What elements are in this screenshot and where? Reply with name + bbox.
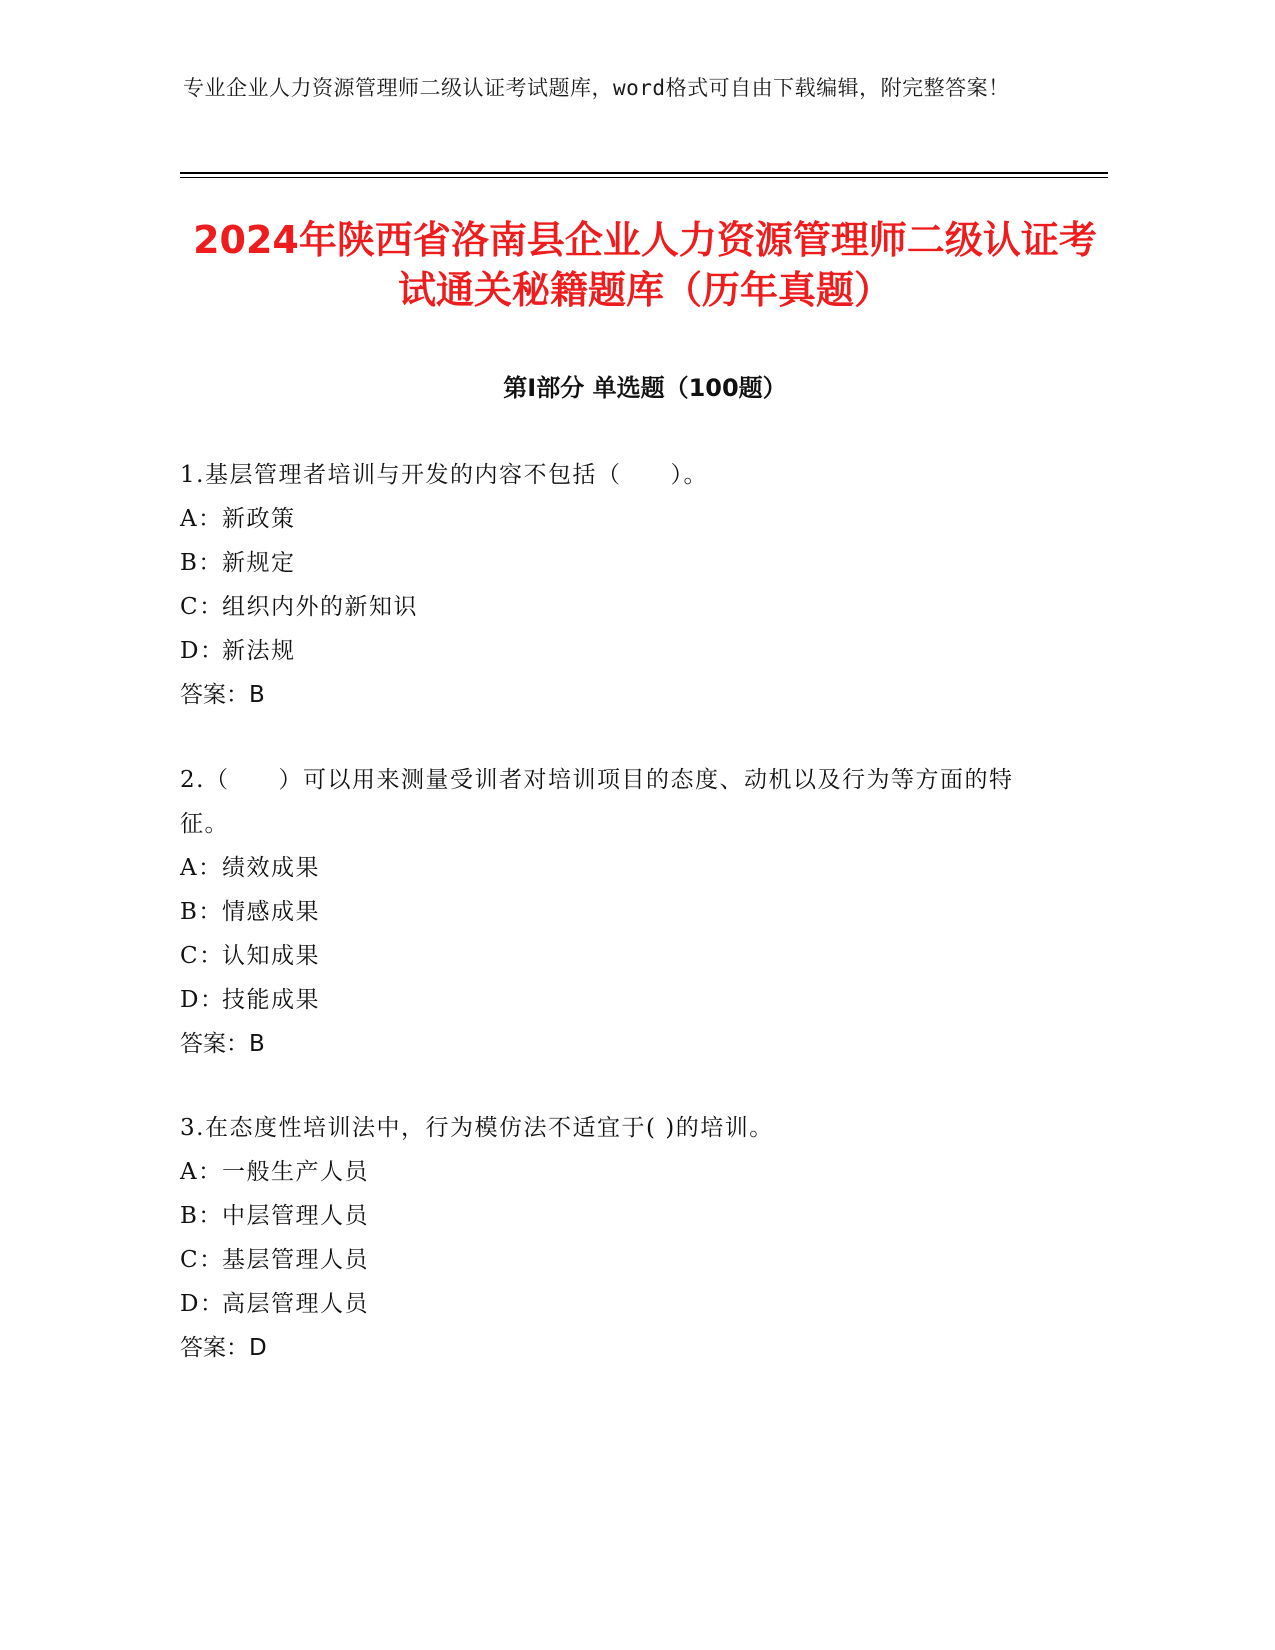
answer-line: 答案：B [180, 1031, 265, 1057]
question-stem: 3.在态度性培训法中，行为模仿法不适宜于( )的培训。 [180, 1115, 774, 1141]
option-b [180, 890, 1040, 934]
option-c [180, 585, 1040, 629]
section-title: 第Ⅰ部分 单选题（100题） [503, 374, 787, 402]
option-text: 组织内外的新知识 [222, 594, 418, 620]
option-key: B： [180, 899, 223, 925]
option-b [180, 1194, 1040, 1238]
option-c [180, 934, 1040, 978]
question-stem: 1.基层管理者培训与开发的内容不包括（ ）。 [180, 462, 708, 488]
header-divider-thick [180, 172, 1108, 174]
option-key: A： [180, 506, 223, 532]
option-key: A： [180, 855, 223, 881]
option-key: C： [180, 594, 224, 620]
question-2 [180, 758, 1040, 1066]
option-text: 一般生产人员 [222, 1159, 369, 1185]
option-text: 新法规 [222, 638, 296, 664]
option-d [180, 1282, 1040, 1326]
option-text: 新规定 [222, 550, 296, 576]
header-divider-thin [180, 177, 1108, 178]
option-key: C： [180, 1247, 224, 1273]
option-d [180, 978, 1040, 1022]
option-key: A： [180, 1159, 223, 1185]
option-c [180, 1238, 1040, 1282]
option-key: B： [180, 1203, 223, 1229]
option-text: 新政策 [222, 506, 296, 532]
question-1 [180, 453, 1040, 717]
option-text: 绩效成果 [222, 855, 320, 881]
question-3 [180, 1106, 1040, 1370]
option-key: D： [180, 638, 225, 664]
option-a [180, 497, 1040, 541]
option-key: D： [180, 1291, 225, 1317]
option-text: 情感成果 [222, 899, 320, 925]
document-title: 2024年陕西省洛南县企业人力资源管理师二级认证考试通关秘籍题库（历年真题） [193, 218, 1097, 312]
option-text: 认知成果 [222, 943, 320, 969]
header-note: 专业企业人力资源管理师二级认证考试题库，word格式可自由下载编辑，附完整答案！ [183, 76, 1010, 100]
option-d [180, 629, 1040, 673]
answer-line: 答案：B [180, 682, 265, 708]
question-stem: 2.（ ）可以用来测量受训者对培训项目的态度、动机以及行为等方面的特征。 [180, 767, 1014, 837]
option-key: D： [180, 987, 225, 1013]
option-text: 中层管理人员 [222, 1203, 369, 1229]
option-key: B： [180, 550, 223, 576]
option-key: C： [180, 943, 224, 969]
option-text: 技能成果 [222, 987, 320, 1013]
option-b [180, 541, 1040, 585]
option-a [180, 846, 1040, 890]
option-text: 高层管理人员 [222, 1291, 369, 1317]
answer-line: 答案：D [180, 1335, 267, 1361]
option-a [180, 1150, 1040, 1194]
option-text: 基层管理人员 [222, 1247, 369, 1273]
